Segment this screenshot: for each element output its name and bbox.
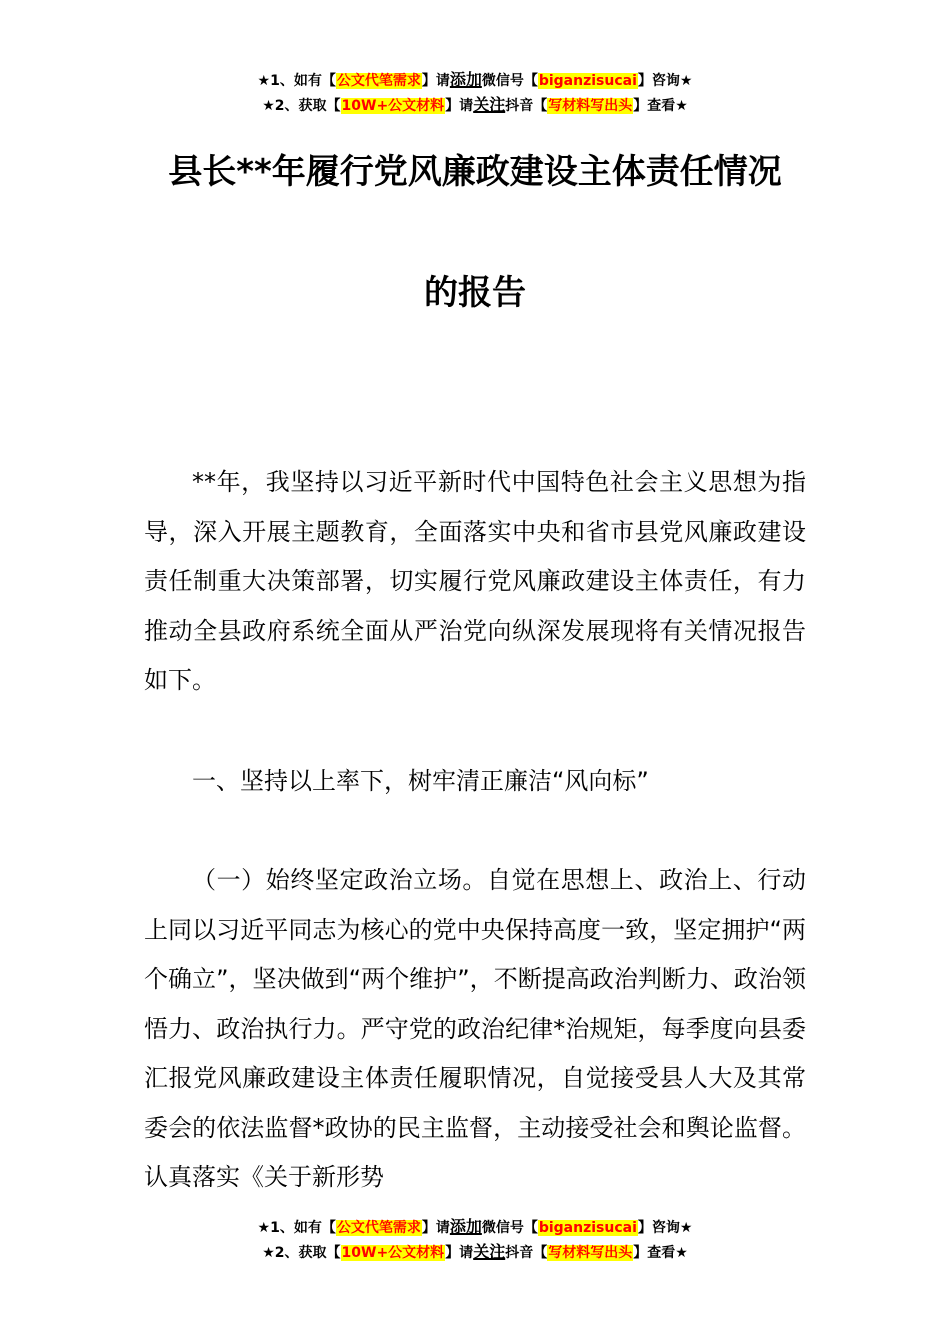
bottom-banner-line-1: ★1、如有【公文代笔需求】请添加微信号【biganzisucai】咨询★ — [257, 1217, 693, 1236]
highlight-materials: 10W+公文材料 — [341, 98, 445, 114]
highlight-materials: 10W+公文材料 — [341, 1245, 445, 1261]
section-1-paragraph-1: （一）始终坚定政治立场。自觉在思想上、政治上、行动上同以习近平同志为核心的党中央保持高度一致，坚定拥护“两个确立”，坚决做到“两个维护”，不断提高政治判断力、政治领悟力、政治执行力。严守党的政治纪律*治规矩，每季度向县委汇报党风廉政建设主体责任履职情况，自觉接受县人大及其常委会的依法监督*政协的民主监督，主动接受社会和舆论监督。认真落实《关于新形势 — [144, 866, 806, 1191]
document-title-line-2: 的报告 — [424, 273, 526, 313]
section-heading-1: 一、坚持以上率下，树牢清正廉洁“风向标” — [192, 767, 649, 795]
bottom-banner-line-2: ★2、获取【10W+公文材料】请关注抖音【写材料写出头】查看★ — [262, 1242, 688, 1261]
highlight-wechat-id: biganzisucai — [538, 73, 637, 89]
highlight-wechat-id: biganzisucai — [538, 1220, 637, 1236]
top-banner-line-1: ★1、如有【公文代笔需求】请添加微信号【biganzisucai】咨询★ — [257, 70, 693, 89]
top-banner-line-2: ★2、获取【10W+公文材料】请关注抖音【写材料写出头】查看★ — [262, 95, 688, 114]
highlight-service: 公文代笔需求 — [336, 73, 421, 89]
bottom-banner — [0, 1215, 950, 1265]
intro-paragraph: **年，我坚持以习近平新时代中国特色社会主义思想为指导，深入开展主题教育，全面落实中央和省市县党风廉政建设责任制重大决策部署，切实履行党风廉政建设主体责任，有力推动全县政府系统全面从严治党向纵深发展现将有关情况报告如下。 — [144, 468, 806, 694]
document-title-line-1: 县长**年履行党风廉政建设主体责任情况 — [168, 152, 782, 192]
highlight-douyin-id: 写材料写出头 — [548, 98, 633, 114]
highlight-service: 公文代笔需求 — [336, 1220, 421, 1236]
top-banner — [0, 68, 950, 118]
highlight-douyin-id: 写材料写出头 — [548, 1245, 633, 1261]
